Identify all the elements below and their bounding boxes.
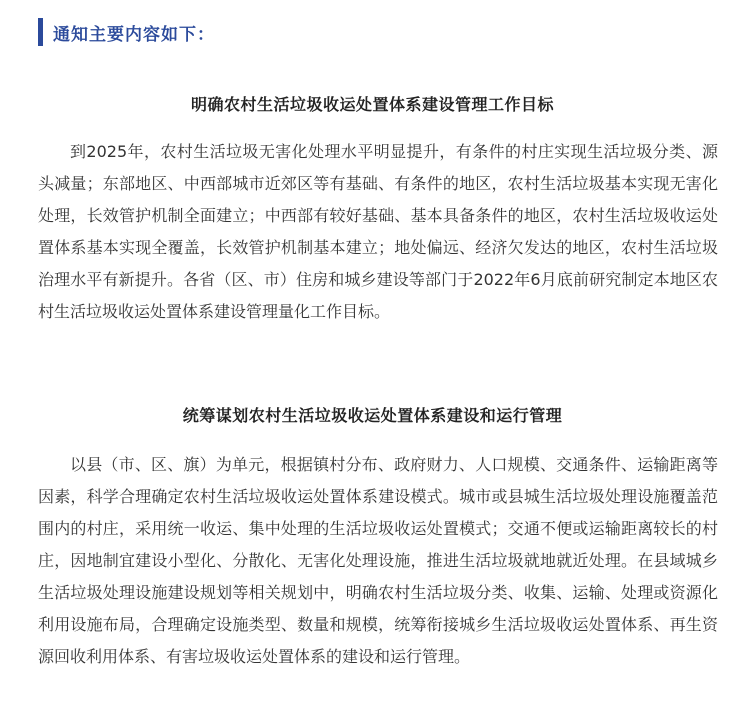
section-body-goals: 到2025年，农村生活垃圾无害化处理水平明显提升，有条件的村庄实现生活垃圾分类、源头减量；东部地区、中西部城市近郊区等有基础、有条件的地区，农村生活垃圾基本实现无害化处理，长效管护机制全面建立；中西部有较好基础、基本具备条件的地区，农村生活垃圾收运处置体系基本实现全覆盖，长效管护机制基本建立；地处偏远、经济欠发达的地区，农村生活垃圾治理水平有新提升。各省（区、市）住房和城乡建设等部门于2022年6月底前研究制定本地区农村生活垃圾收运处置体系建设管理量化工作目标。 (38, 142, 718, 321)
section-heading-planning: 统筹谋划农村生活垃圾收运处置体系建设和运行管理 (182, 406, 563, 425)
accent-bar (38, 18, 43, 46)
notice-title: 通知主要内容如下： (53, 24, 215, 45)
section-body-planning: 以县（市、区、旗）为单元，根据镇村分布、政府财力、人口规模、交通条件、运输距离等因素，科学合理确定农村生活垃圾收运处置体系建设模式。城市或县城生活垃圾处理设施覆盖范围内的村庄，采用统一收运、集中处理的生活垃圾收运处置模式；交通不便或运输距离较长的村庄，因地制宜建设小型化、分散化、无害化处理设施，推进生活垃圾就地就近处理。在县域城乡生活垃圾处理设施建设规划等相关规划中，明确农村生活垃圾分类、收集、运输、处理或资源化利用设施布局，合理确定设施类型、数量和规模，统筹衔接城乡生活垃圾收运处置体系、再生资源回收利用体系、有害垃圾收运处置体系的建设和运行管理。 (38, 455, 718, 666)
notice-header (38, 18, 215, 46)
section-heading-goals: 明确农村生活垃圾收运处置体系建设管理工作目标 (190, 95, 554, 114)
